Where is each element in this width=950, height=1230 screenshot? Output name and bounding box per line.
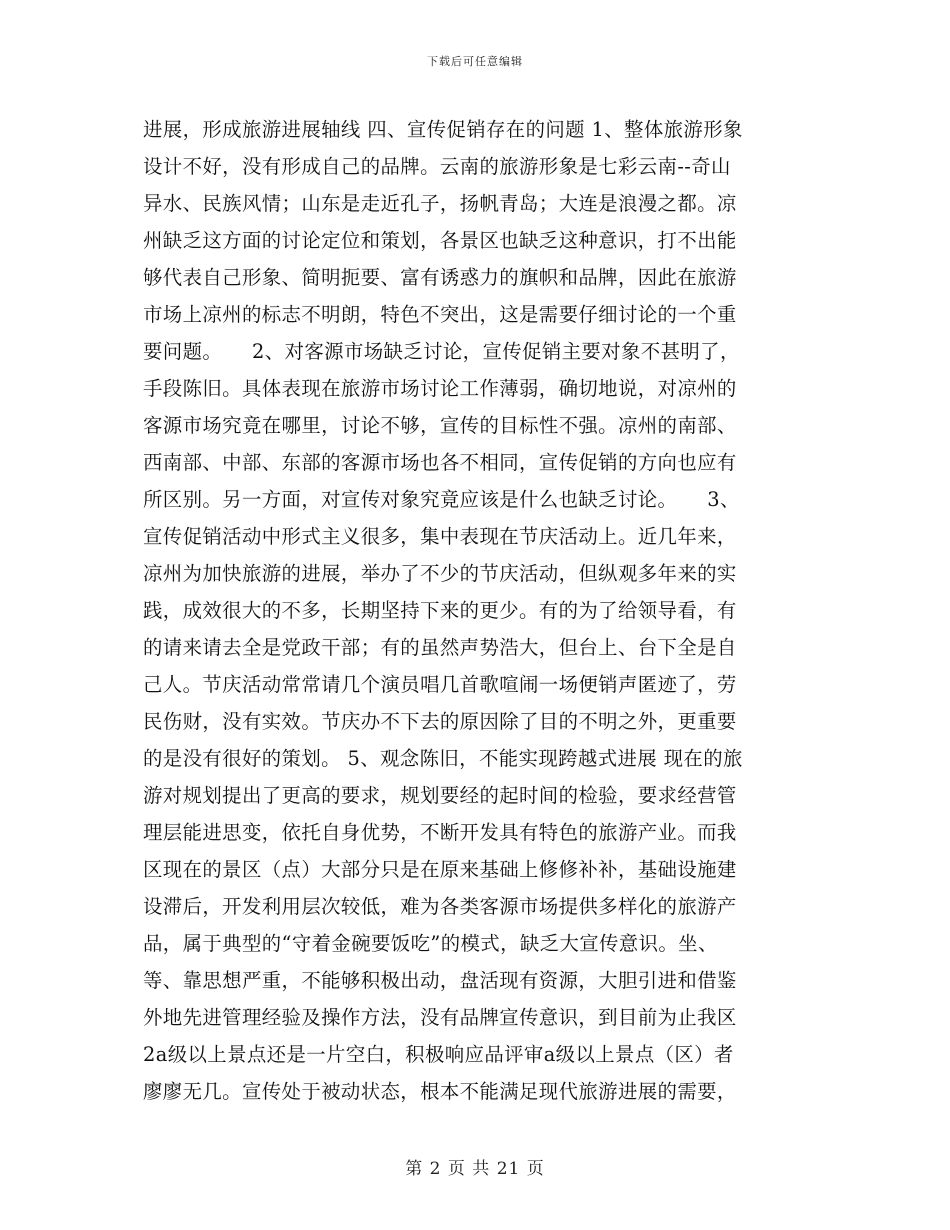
text-line: 设滞后，开发利用层次较低，难为各类客源市场提供多样化的旅游产 — [143, 895, 737, 918]
text-line: 凉州为加快旅游的进展，举办了不少的节庆活动，但纵观多年来的实 — [143, 562, 737, 585]
text-line: 民伤财，没有实效。节庆办不下去的原因除了目的不明之外，更重要 — [143, 710, 737, 733]
text-line: 践，成效很大的不多，长期坚持下来的更少。有的为了给领导看，有 — [143, 599, 737, 622]
text-line: 的是没有很好的策划。 5、观念陈旧，不能实现跨越式进展 现在的旅 — [143, 747, 743, 770]
text-line: 所区别。另一方面，对宣传对象究竟应该是什么也缺乏讨论。 3、 — [143, 488, 740, 511]
text-line: 够代表自己形象、简明扼要、富有诱惑力的旗帜和品牌，因此在旅游 — [143, 266, 737, 289]
document-body — [143, 111, 807, 1110]
page-number: 第 2 页 共 21 页 — [405, 1159, 545, 1179]
text-line: 品，属于典型的“守着金碗要饭吃”的模式，缺乏大宣传意识。坐、 — [143, 932, 718, 955]
text-line: 廖廖无几。宣传处于被动状态，根本不能满足现代旅游进展的需要， — [143, 1080, 737, 1103]
text-line: 进展，形成旅游进展轴线 四、宣传促销存在的问题 1、整体旅游形象 — [143, 118, 743, 141]
text-line: 设计不好，没有形成自己的品牌。云南的旅游形象是七彩云南--奇山 — [143, 155, 731, 178]
text-line: 市场上凉州的标志不明朗，特色不突出，这是需要仔细讨论的一个重 — [143, 303, 737, 326]
text-line: 游对规划提出了更高的要求，规划要经的起时间的检验，要求经营管 — [143, 784, 737, 807]
page-header-note: 下载后可任意编辑 — [427, 55, 523, 68]
text-line: 客源市场究竟在哪里，讨论不够，宣传的目标性不强。凉州的南部、 — [143, 414, 737, 437]
text-line: 理层能进思变，依托自身优势，不断开发具有特色的旅游产业。而我 — [143, 821, 737, 844]
text-line: 等、靠思想严重，不能够积极出动，盘活现有资源，大胆引进和借鉴 — [143, 969, 737, 992]
text-line: 的请来请去全是党政干部；有的虽然声势浩大，但台上、台下全是自 — [143, 636, 737, 659]
text-line: 异水、民族风情；山东是走近孔子，扬帆青岛；大连是浪漫之都。凉 — [143, 192, 737, 215]
text-line: 西南部、中部、东部的客源市场也各不相同，宣传促销的方向也应有 — [143, 451, 737, 474]
text-line: 要问题。 2、对客源市场缺乏讨论，宣传促销主要对象不甚明了， — [143, 340, 740, 363]
text-line: 己人。节庆活动常常请几个演员唱几首歌喧闹一场便销声匿迹了，劳 — [143, 673, 737, 696]
text-line: 手段陈旧。具体表现在旅游市场讨论工作薄弱，确切地说，对凉州的 — [143, 377, 737, 400]
text-line: 2a级以上景点还是一片空白，积极响应品评审a级以上景点（区）者 — [143, 1043, 734, 1066]
text-line: 外地先进管理经验及操作方法，没有品牌宣传意识，到目前为止我区 — [143, 1006, 737, 1029]
text-line: 宣传促销活动中形式主义很多，集中表现在节庆活动上。近几年来， — [143, 525, 737, 548]
text-line: 州缺乏这方面的讨论定位和策划，各景区也缺乏这种意识，打不出能 — [143, 229, 737, 252]
text-line: 区现在的景区（点）大部分只是在原来基础上修修补补，基础设施建 — [143, 858, 737, 881]
